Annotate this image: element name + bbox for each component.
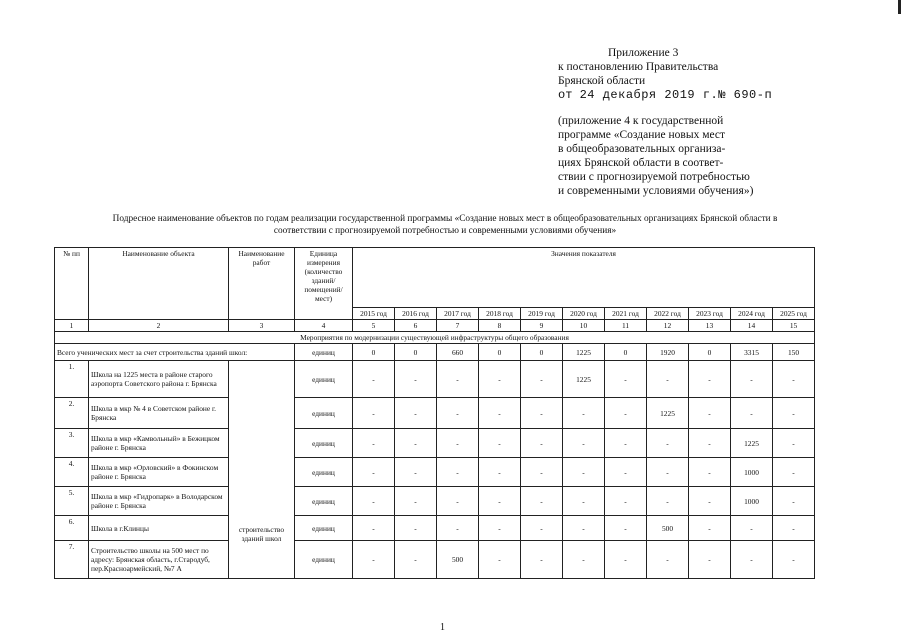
table-row xyxy=(55,361,815,398)
table-row xyxy=(55,516,815,541)
value-cell: - xyxy=(521,429,563,458)
header-unit: Единица измерения (количество зданий/помещений/мест) xyxy=(295,248,353,320)
value-cell: - xyxy=(521,541,563,579)
header-works: Наименование работ xyxy=(229,248,295,320)
value-cell: - xyxy=(437,429,479,458)
total-row-value: 0 xyxy=(605,344,647,361)
unit-cell: единиц xyxy=(295,361,353,398)
unit-cell: единиц xyxy=(295,516,353,541)
value-cell: - xyxy=(353,516,395,541)
column-number: 10 xyxy=(563,320,605,332)
value-cell: - xyxy=(773,398,815,429)
page-title xyxy=(60,213,830,237)
total-row-value: 0 xyxy=(353,344,395,361)
value-cell: - xyxy=(395,429,437,458)
value-cell: - xyxy=(479,487,521,516)
appendix-note-line: ствии с прогнозируемой потребностью xyxy=(558,171,750,183)
page-title-line-1: Подресное наименование объектов по годам реализации государственной программы «Создание новых мест в общеобразовательных организациях Брянской области в xyxy=(112,214,778,224)
column-number: 4 xyxy=(295,320,353,332)
column-number: 8 xyxy=(479,320,521,332)
value-cell: - xyxy=(395,361,437,398)
year-header: 2022 год xyxy=(647,308,689,320)
value-cell: - xyxy=(521,516,563,541)
total-row-value: 660 xyxy=(437,344,479,361)
column-number: 1 xyxy=(55,320,89,332)
appendix-line-3: Брянской области xyxy=(558,75,646,87)
objects-table xyxy=(54,247,815,579)
year-header: 2024 год xyxy=(731,308,773,320)
object-name: Школа в мкр «Гидропарк» в Володарском районе г. Брянска xyxy=(89,487,229,516)
total-row-label: Всего ученических мест за счет строительства зданий школ: xyxy=(55,344,295,361)
year-header: 2019 год xyxy=(521,308,563,320)
value-cell: - xyxy=(605,487,647,516)
value-cell: - xyxy=(563,516,605,541)
column-number: 5 xyxy=(353,320,395,332)
column-number: 12 xyxy=(647,320,689,332)
value-cell: - xyxy=(395,516,437,541)
value-cell: - xyxy=(479,516,521,541)
value-cell: - xyxy=(437,487,479,516)
value-cell: - xyxy=(689,541,731,579)
value-cell: - xyxy=(605,541,647,579)
value-cell: - xyxy=(647,429,689,458)
value-cell: - xyxy=(563,541,605,579)
value-cell: - xyxy=(731,361,773,398)
row-number: 5. xyxy=(55,487,89,516)
value-cell: 1000 xyxy=(731,458,773,487)
value-cell: - xyxy=(395,398,437,429)
value-cell: - xyxy=(773,429,815,458)
value-cell: - xyxy=(521,458,563,487)
value-cell: - xyxy=(437,398,479,429)
total-row-value: 150 xyxy=(773,344,815,361)
value-cell: - xyxy=(689,516,731,541)
total-row-value: 0 xyxy=(521,344,563,361)
value-cell: - xyxy=(353,398,395,429)
appendix-note-line: (приложение 4 к государственной xyxy=(558,115,724,127)
unit-cell: единиц xyxy=(295,541,353,579)
page-number: 1 xyxy=(440,622,445,633)
year-header: 2021 год xyxy=(605,308,647,320)
value-cell: - xyxy=(647,487,689,516)
unit-cell: единиц xyxy=(295,458,353,487)
value-cell: - xyxy=(521,361,563,398)
total-row-value: 0 xyxy=(479,344,521,361)
total-row-value: 0 xyxy=(395,344,437,361)
value-cell: - xyxy=(689,429,731,458)
value-cell: - xyxy=(773,361,815,398)
value-cell: - xyxy=(647,541,689,579)
value-cell: - xyxy=(647,458,689,487)
value-cell: - xyxy=(395,487,437,516)
value-cell: 1000 xyxy=(731,487,773,516)
table-row xyxy=(55,458,815,487)
value-cell: - xyxy=(773,541,815,579)
row-number: 3. xyxy=(55,429,89,458)
appendix-note-line: в общеобразовательных организа- xyxy=(558,143,726,155)
value-cell: - xyxy=(563,429,605,458)
value-cell: - xyxy=(395,458,437,487)
column-number: 3 xyxy=(229,320,295,332)
total-row-value: 1920 xyxy=(647,344,689,361)
total-row-value: 1225 xyxy=(563,344,605,361)
date-value: 24 декабря 2019 г.№ 690-п xyxy=(579,88,773,102)
column-number: 7 xyxy=(437,320,479,332)
value-cell: - xyxy=(353,458,395,487)
value-cell: - xyxy=(689,361,731,398)
object-name: Школа в мкр «Орловский» в Фокинском районе г. Брянска xyxy=(89,458,229,487)
column-number: 11 xyxy=(605,320,647,332)
value-cell: - xyxy=(563,398,605,429)
appendix-line-2: к постановлению Правительства xyxy=(558,61,719,73)
object-name: Школа на 1225 места в районе старого аэропорта Советского района г. Брянска xyxy=(89,361,229,398)
scan-artifact-mark xyxy=(898,0,901,14)
year-header: 2020 год xyxy=(563,308,605,320)
object-name: Школа в мкр «Камвольный» в Бежицком районе г. Брянска xyxy=(89,429,229,458)
value-cell: - xyxy=(689,398,731,429)
header-object-name: Наименование объекта xyxy=(89,248,229,320)
value-cell: - xyxy=(479,541,521,579)
value-cell: - xyxy=(353,487,395,516)
value-cell: - xyxy=(479,458,521,487)
table-row xyxy=(55,398,815,429)
value-cell: - xyxy=(647,361,689,398)
year-header: 2018 год xyxy=(479,308,521,320)
value-cell: - xyxy=(689,458,731,487)
row-number: 4. xyxy=(55,458,89,487)
row-number: 2. xyxy=(55,398,89,429)
column-number: 9 xyxy=(521,320,563,332)
table-row xyxy=(55,429,815,458)
value-cell: 1225 xyxy=(563,361,605,398)
works-type-cell: строительство зданий школ xyxy=(229,361,295,579)
value-cell: - xyxy=(563,458,605,487)
section-title: Мероприятия по модернизации существующей инфраструктуры общего образования xyxy=(55,332,815,344)
column-number: 2 xyxy=(89,320,229,332)
value-cell: - xyxy=(353,541,395,579)
value-cell: - xyxy=(479,398,521,429)
object-name: Школа в г.Клинцы xyxy=(89,516,229,541)
total-row-value: 3315 xyxy=(731,344,773,361)
value-cell: - xyxy=(731,516,773,541)
year-header: 2023 год xyxy=(689,308,731,320)
value-cell: - xyxy=(773,487,815,516)
table-row xyxy=(55,487,815,516)
value-cell: - xyxy=(353,361,395,398)
value-cell: - xyxy=(605,516,647,541)
appendix-note-line: циях Брянской области в соответ- xyxy=(558,157,724,169)
value-cell: - xyxy=(479,429,521,458)
object-name: Школа в мкр № 4 в Советском районе г. Брянска xyxy=(89,398,229,429)
value-cell: 1225 xyxy=(731,429,773,458)
value-cell: - xyxy=(521,487,563,516)
header-values: Значения показателя xyxy=(353,248,815,308)
value-cell: - xyxy=(773,458,815,487)
unit-cell: единиц xyxy=(295,487,353,516)
total-row-value: 0 xyxy=(689,344,731,361)
page-title-line-2: соответствии с прогнозируемой потребностью и современными условиями обучения» xyxy=(273,226,617,236)
value-cell: - xyxy=(773,516,815,541)
value-cell: - xyxy=(437,516,479,541)
value-cell: - xyxy=(731,541,773,579)
value-cell: - xyxy=(605,458,647,487)
row-number: 6. xyxy=(55,516,89,541)
object-name: Строительство школы на 500 мест по адресу: Брянская область, г.Стародуб, пер.Красноармейский, №7 А xyxy=(89,541,229,579)
year-header: 2017 год xyxy=(437,308,479,320)
unit-cell: единиц xyxy=(295,429,353,458)
value-cell: - xyxy=(437,361,479,398)
value-cell: - xyxy=(605,361,647,398)
value-cell: - xyxy=(605,398,647,429)
table-row xyxy=(55,541,815,579)
value-cell: - xyxy=(479,361,521,398)
unit-cell: единиц xyxy=(295,398,353,429)
appendix-date xyxy=(558,88,798,102)
appendix-title: Приложение 3 xyxy=(608,47,679,59)
value-cell: - xyxy=(689,487,731,516)
value-cell: - xyxy=(395,541,437,579)
year-header: 2015 год xyxy=(353,308,395,320)
value-cell: - xyxy=(605,429,647,458)
column-number: 15 xyxy=(773,320,815,332)
date-prefix: от xyxy=(558,88,573,102)
header-num: № пп xyxy=(55,248,89,320)
column-number: 13 xyxy=(689,320,731,332)
appendix-note-line: программе «Создание новых мест xyxy=(558,129,725,141)
row-number: 7. xyxy=(55,541,89,579)
value-cell: 500 xyxy=(647,516,689,541)
appendix-header xyxy=(558,46,798,198)
value-cell: - xyxy=(437,458,479,487)
value-cell: - xyxy=(353,429,395,458)
year-header: 2016 год xyxy=(395,308,437,320)
value-cell: - xyxy=(731,398,773,429)
appendix-note-line: и современными условиями обучения») xyxy=(558,185,754,197)
value-cell: 500 xyxy=(437,541,479,579)
column-number: 6 xyxy=(395,320,437,332)
value-cell: - xyxy=(563,487,605,516)
value-cell: - xyxy=(521,398,563,429)
value-cell: 1225 xyxy=(647,398,689,429)
row-number: 1. xyxy=(55,361,89,398)
column-number: 14 xyxy=(731,320,773,332)
total-row-unit: единиц xyxy=(295,344,353,361)
year-header: 2025 год xyxy=(773,308,815,320)
